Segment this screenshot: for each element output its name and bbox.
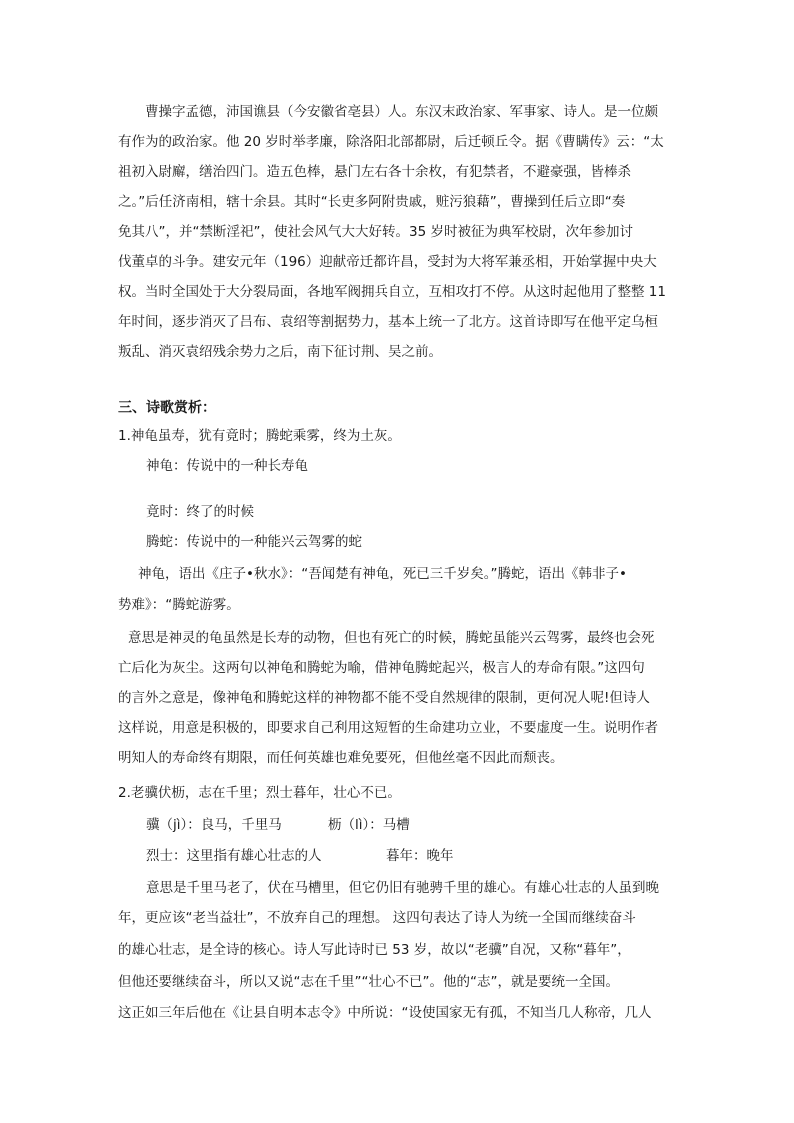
intro-line: 叛乱、消灭袁绍残余势力之后，南下征讨荆、吴之前。 xyxy=(118,344,442,360)
gloss-line: 枥（lì）：马槽 xyxy=(328,817,410,833)
intro-line: 权。当时全国处于大分裂局面，各地军阀拥兵自立，互相攻打不停。从这时起他用了整整 11 xyxy=(118,284,666,300)
analysis-line: 但他还要继续奋斗，所以又说“志在千里”“壮心不已”。他的“志”，就是要统一全国。 xyxy=(118,974,619,990)
source-line: 神龟，语出《庄子•秋水》：“吾闻楚有神龟，死已三千岁矣。”腾蛇，语出《韩非子• xyxy=(138,566,627,582)
intro-line: 祖初入尉廨，缮治四门。造五色棒，悬门左右各十余枚，有犯禁者，不避豪强，皆棒杀 xyxy=(118,164,631,180)
gloss-line: 烈士：这里指有雄心壮志的人 xyxy=(146,848,322,864)
analysis-line: 意思是千里马老了，伏在马槽里，但它仍旧有驰骋千里的雄心。有雄心壮志的人虽到晚 xyxy=(146,880,659,896)
intro-line: 免其八”，并“禁断淫祀”，使社会风气大大好转。35 岁时被征为典军校尉，次年参加讨 xyxy=(118,224,633,240)
analysis-line: 的言外之意是，像神龟和腾蛇这样的神物都不能不受自然规律的限制，更何况人呢!但诗人 xyxy=(118,690,650,706)
gloss-line: 暮年：晚年 xyxy=(386,848,454,864)
intro-line: 年时间，逐步消灭了吕布、袁绍等割据势力，基本上统一了北方。这首诗即写在他平定乌桓 xyxy=(118,314,658,330)
gloss-line: 腾蛇：传说中的一种能兴云驾雾的蛇 xyxy=(146,534,362,550)
analysis-line: 年，更应该“老当益壮”，不放弃自己的理想。 这四句表达了诗人为统一全国而继续奋斗 xyxy=(118,910,636,926)
intro-line: 之。”后任济南相，辖十余县。其时“长吏多阿附贵戚，赃污狼藉”，曹操到任后立即“奏 xyxy=(118,194,626,210)
section-title: 三、诗歌赏析： xyxy=(118,400,216,416)
verse-line: 2.老骥伏枥，志在千里；烈士暮年，壮心不已。 xyxy=(118,785,401,801)
intro-line: 曹操字孟德，沛国谯县（今安徽省亳县）人。东汉末政治家、军事家、诗人。是一位颇 xyxy=(145,104,658,120)
intro-line: 伐董卓的斗争。建安元年（196）迎献帝迁都许昌，受封为大将军兼丞相，开始掌握中央大 xyxy=(118,254,657,270)
analysis-line: 的雄心壮志，是全诗的核心。诗人写此诗时已 53 岁，故以“老骥”自况，又称“暮年”， xyxy=(118,942,631,958)
analysis-line: 这样说，用意是积极的，即要求自己利用这短暂的生命建功立业，不要虚度一生。说明作者 xyxy=(118,720,658,736)
gloss-line: 神龟：传说中的一种长寿龟 xyxy=(146,458,308,474)
source-line: 势难》：“腾蛇游雾。 xyxy=(118,597,240,613)
intro-line: 有作为的政治家。他 20 岁时举孝廉，除洛阳北部都尉，后迁顿丘令。据《曹瞒传》云：“太 xyxy=(118,134,664,150)
analysis-line: 意思是神灵的龟虽然是长寿的动物，但也有死亡的时候，腾蛇虽能兴云驾雾，最终也会死 xyxy=(128,630,655,646)
gloss-line: 竟时：终了的时候 xyxy=(146,504,254,520)
analysis-line: 亡后化为灰尘。这两句以神龟和腾蛇为喻，借神龟腾蛇起兴，极言人的寿命有限。”这四句 xyxy=(118,660,645,676)
analysis-line: 明知人的寿命终有期限，而任何英雄也难免要死，但他丝毫不因此而颓丧。 xyxy=(118,750,564,766)
analysis-line: 这正如三年后他在《让县自明本志令》中所说：“设使国家无有孤，不知当几人称帝，几人 xyxy=(118,1005,652,1021)
verse-line: 1.神龟虽寿，犹有竟时；腾蛇乘雾，终为土灰。 xyxy=(118,428,401,444)
gloss-line: 骥（jì）：良马，千里马 xyxy=(146,817,282,833)
